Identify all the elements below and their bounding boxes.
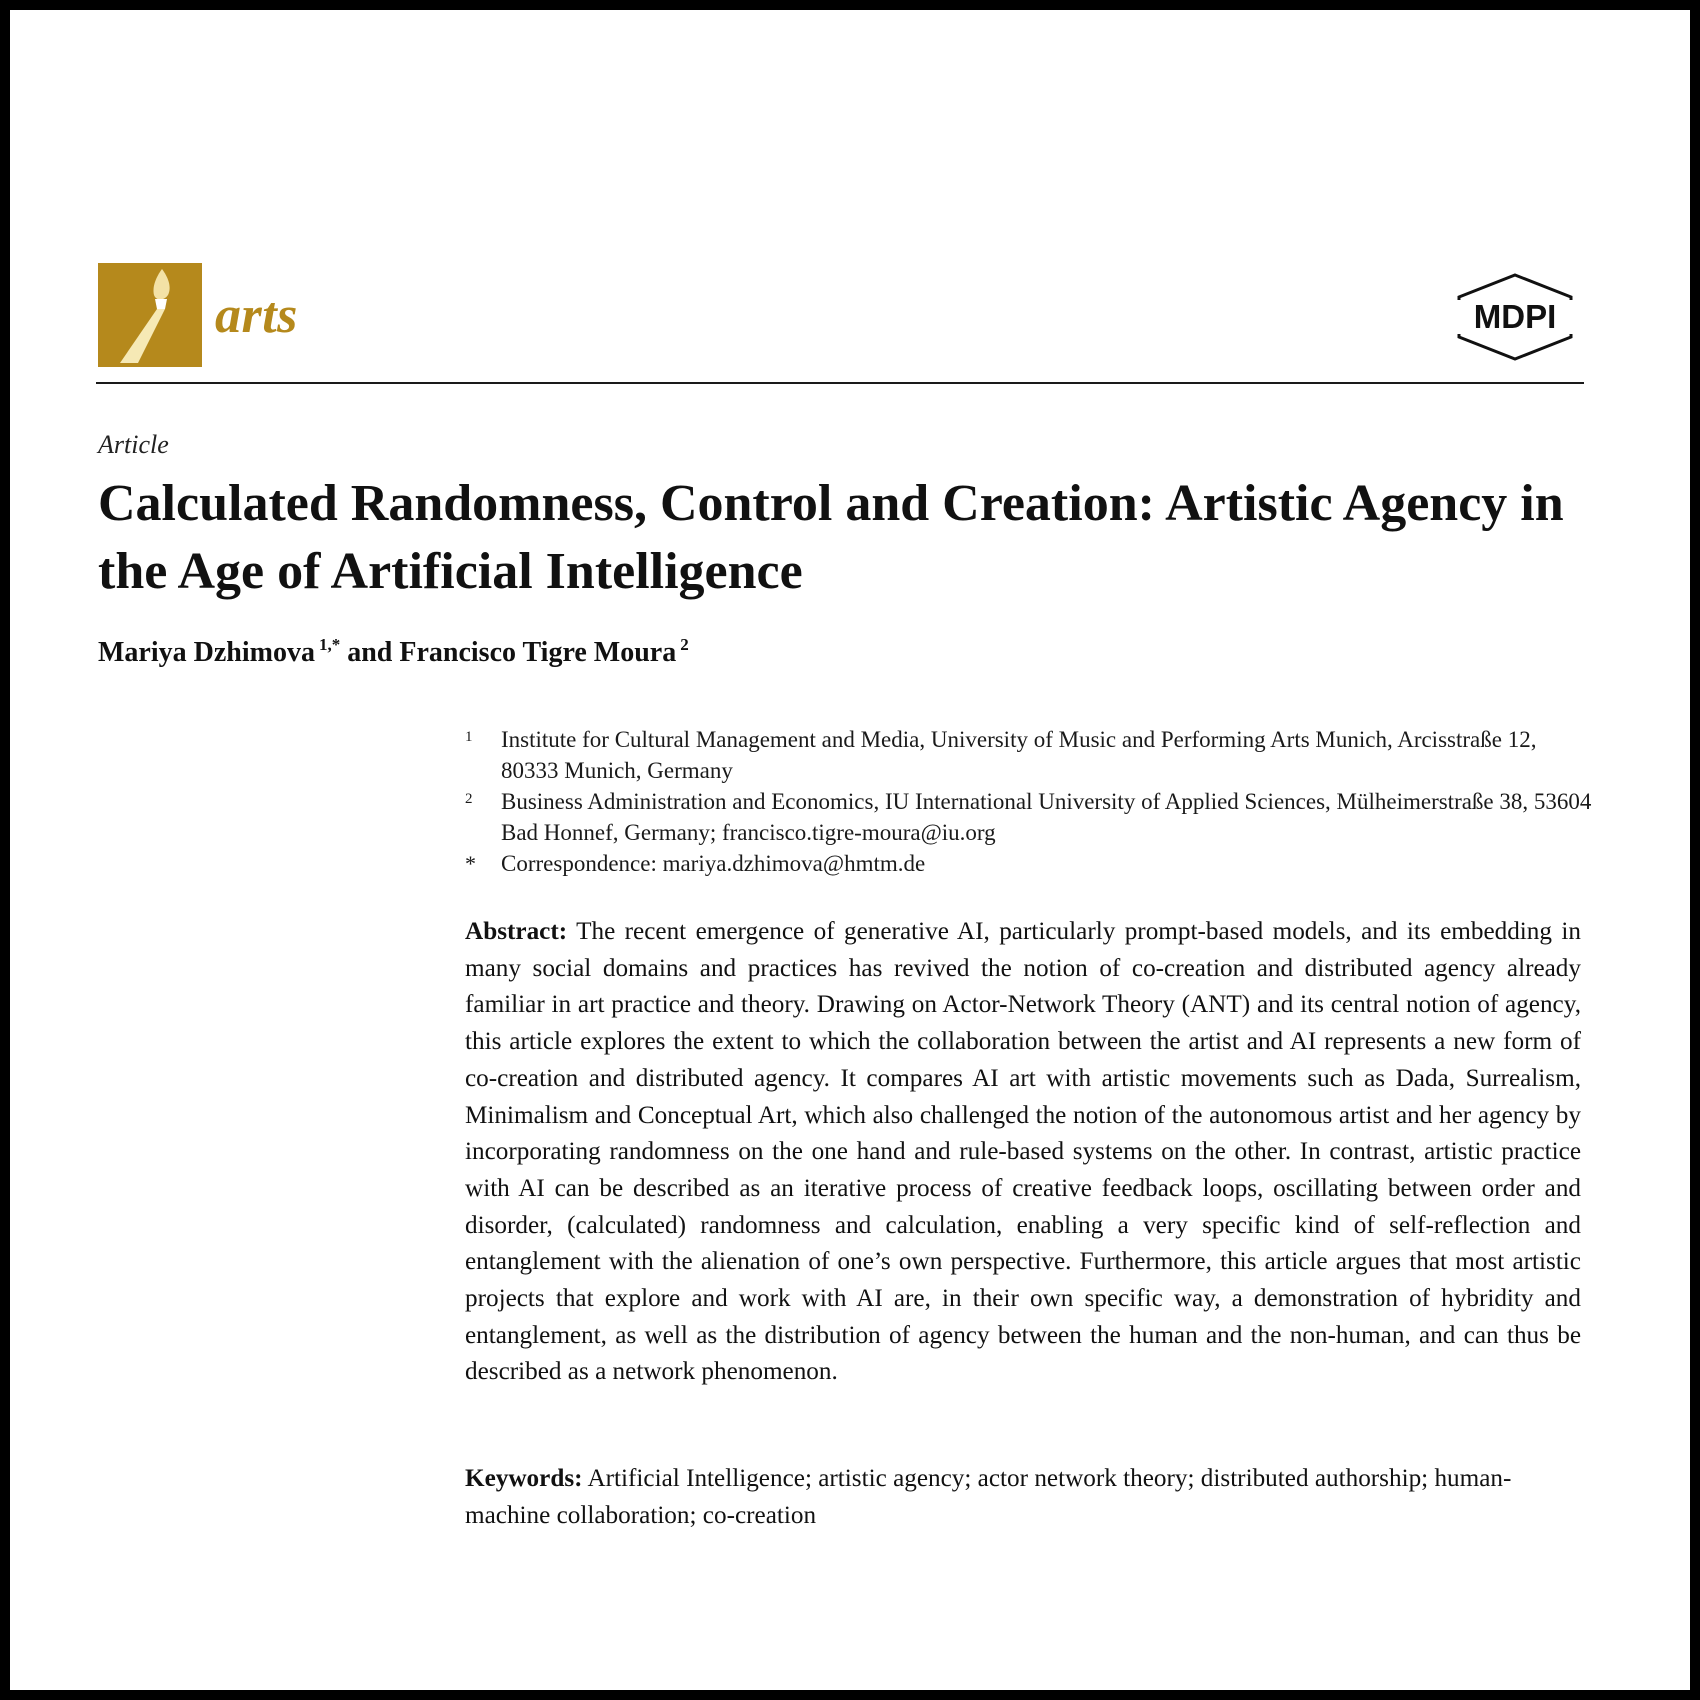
affiliation-marker: 1 bbox=[465, 729, 473, 745]
author-list bbox=[98, 636, 689, 670]
publisher-logo bbox=[1450, 272, 1580, 362]
keywords-label: Keywords: bbox=[465, 1465, 583, 1492]
affiliation-marker: 2 bbox=[465, 791, 473, 807]
abstract-label: Abstract: bbox=[465, 918, 568, 945]
journal-name: arts bbox=[215, 287, 298, 344]
affiliation-text: Institute for Cultural Management and Media, University of Music and Performing Arts Munich, Arcisstraße 12, 80333 Munich, Germany bbox=[501, 727, 1537, 783]
abstract-text: The recent emergence of generative AI, particularly prompt-based models, and its embedding in many social domains and practices has revived the notion of co-creation and distributed agency already familiar in art practice and theory. Drawing on Actor-Network Theory (ANT) and its central notion of agency, this article explores the extent to which the collaboration between the artist and AI represents a new form of co-creation and distributed agency. It compares AI art with artistic movements such as Dada, Surrealism, Minimalism and Conceptual Art, which also challenged the notion of the autonomous artist and her agency by incorporating randomness on the one hand and rule-based systems on the other. In contrast, artistic practice with AI can be described as an iterative process of creative feedback loops, oscillating between order and disorder, (calculated) randomness and calculation, enabling a very specific kind of self-reflection and entanglement with the alienation of one’s own perspective. Furthermore, this article argues that most artistic projects that explore and work with AI are, in their own specific way, a demonstration of hybridity and entanglement, as well as the distribution of agency between the human and the non-human, and can thus be described as a network phenomenon. bbox=[465, 918, 1581, 1386]
correspondence-marker: * bbox=[465, 851, 476, 876]
affiliation-list bbox=[465, 724, 1595, 879]
affiliation-item bbox=[465, 724, 1595, 786]
affiliation-text: Business Administration and Economics, IU International University of Applied Sciences, Mülheimerstraße 38, 53604 Bad Honnef, Germany; francisco.tigre-moura@iu.org bbox=[501, 789, 1592, 845]
author-affiliation-marker: 1,* bbox=[318, 635, 341, 654]
keywords-text: Artificial Intelligence; artistic agency; actor network theory; distributed authorship; human-machine collaboration; co-creation bbox=[465, 1465, 1512, 1529]
article-title: Calculated Randomness, Control and Creation: Artistic Agency in the Age of Artificial Intelligence bbox=[98, 475, 1564, 600]
abstract bbox=[465, 914, 1581, 1391]
publisher-logo-text: MDPI bbox=[1473, 298, 1557, 335]
article-type: Article bbox=[98, 430, 169, 459]
correspondence-text: Correspondence: mariya.dzhimova@hmtm.de bbox=[501, 851, 926, 876]
keywords bbox=[465, 1460, 1581, 1534]
journal-logo bbox=[98, 263, 202, 367]
author-name: Mariya Dzhimova bbox=[98, 637, 315, 668]
paintbrush-icon bbox=[98, 263, 202, 367]
author-affiliation-marker: 2 bbox=[680, 635, 689, 654]
author-separator: and bbox=[347, 637, 393, 668]
correspondence-item bbox=[465, 848, 1595, 879]
affiliation-item bbox=[465, 786, 1595, 848]
article-page bbox=[10, 10, 1690, 1690]
header-divider bbox=[96, 382, 1584, 384]
author-name: Francisco Tigre Moura bbox=[399, 637, 677, 668]
